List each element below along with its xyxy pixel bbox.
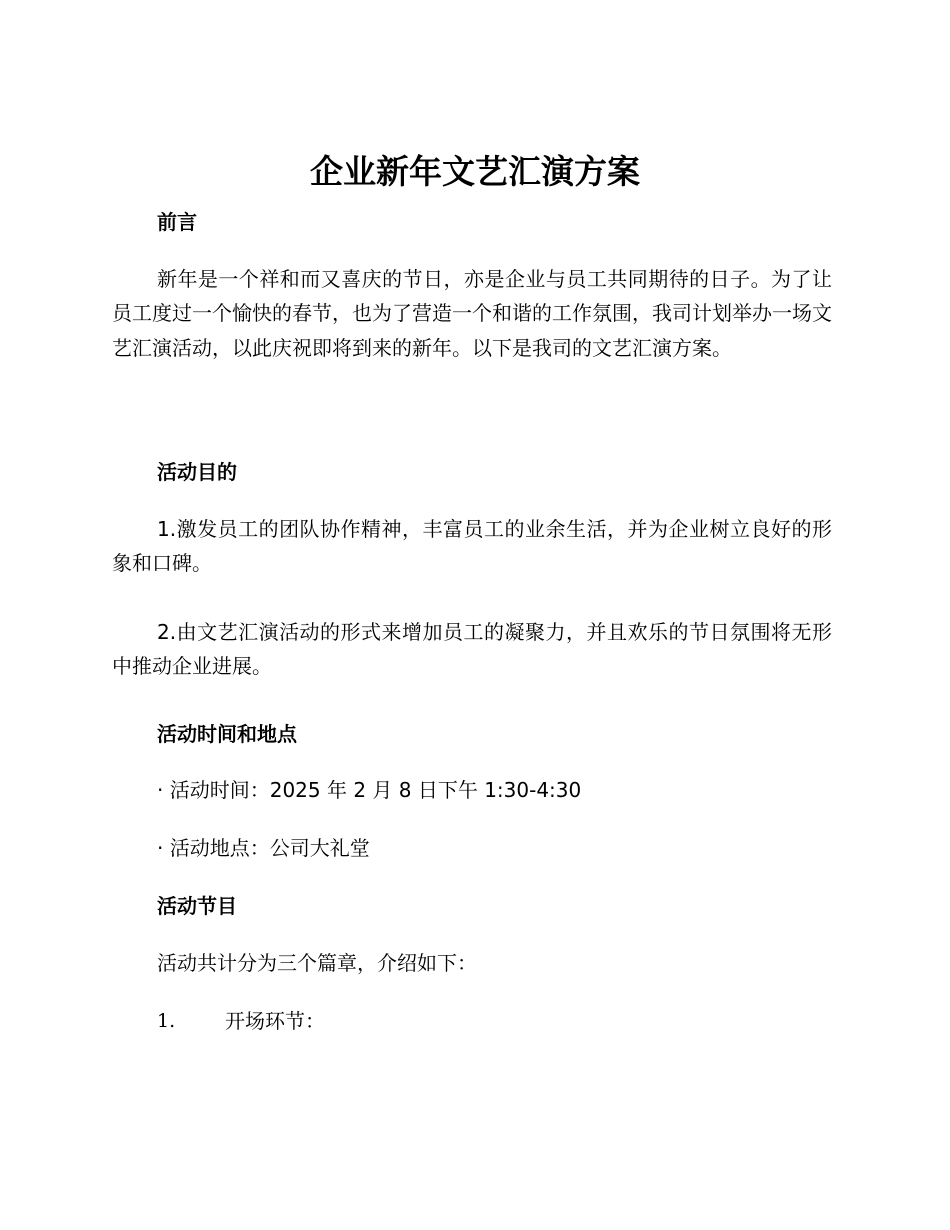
activity-time-line: · 活动时间：2025 年 2 月 8 日下午 1:30-4:30: [157, 778, 582, 802]
preface-paragraph: 新年是一个祥和而又喜庆的节日，亦是企业与员工共同期待的日子。为了让员工度过一个愉快的春节，也为了营造一个和谐的工作氛围，我司计划举办一场文艺汇演活动，以此庆祝即将到来的新年。以下是我司的文艺汇演方案。: [112, 267, 832, 360]
document-title: 企业新年文艺汇演方案: [310, 152, 640, 191]
preface-heading: 前言: [157, 210, 197, 234]
program-intro: 活动共计分为三个篇章，介绍如下：: [157, 951, 477, 975]
list-item-number: 1.: [157, 1010, 176, 1032]
purpose-item-2: 2.由文艺汇演活动的形式来增加员工的凝聚力，并且欢乐的节日氛围将无形中推动企业进展。: [112, 620, 832, 679]
activity-place-line: · 活动地点：公司大礼堂: [157, 836, 370, 860]
purpose-item-1: 1.激发员工的团队协作精神，丰富员工的业余生活，并为企业树立良好的形象和口碑。: [112, 517, 832, 576]
purpose-heading: 活动目的: [157, 460, 237, 484]
list-item-text: 开场环节：: [225, 1009, 325, 1033]
time-place-heading: 活动时间和地点: [157, 722, 297, 746]
program-heading: 活动节目: [157, 894, 237, 918]
